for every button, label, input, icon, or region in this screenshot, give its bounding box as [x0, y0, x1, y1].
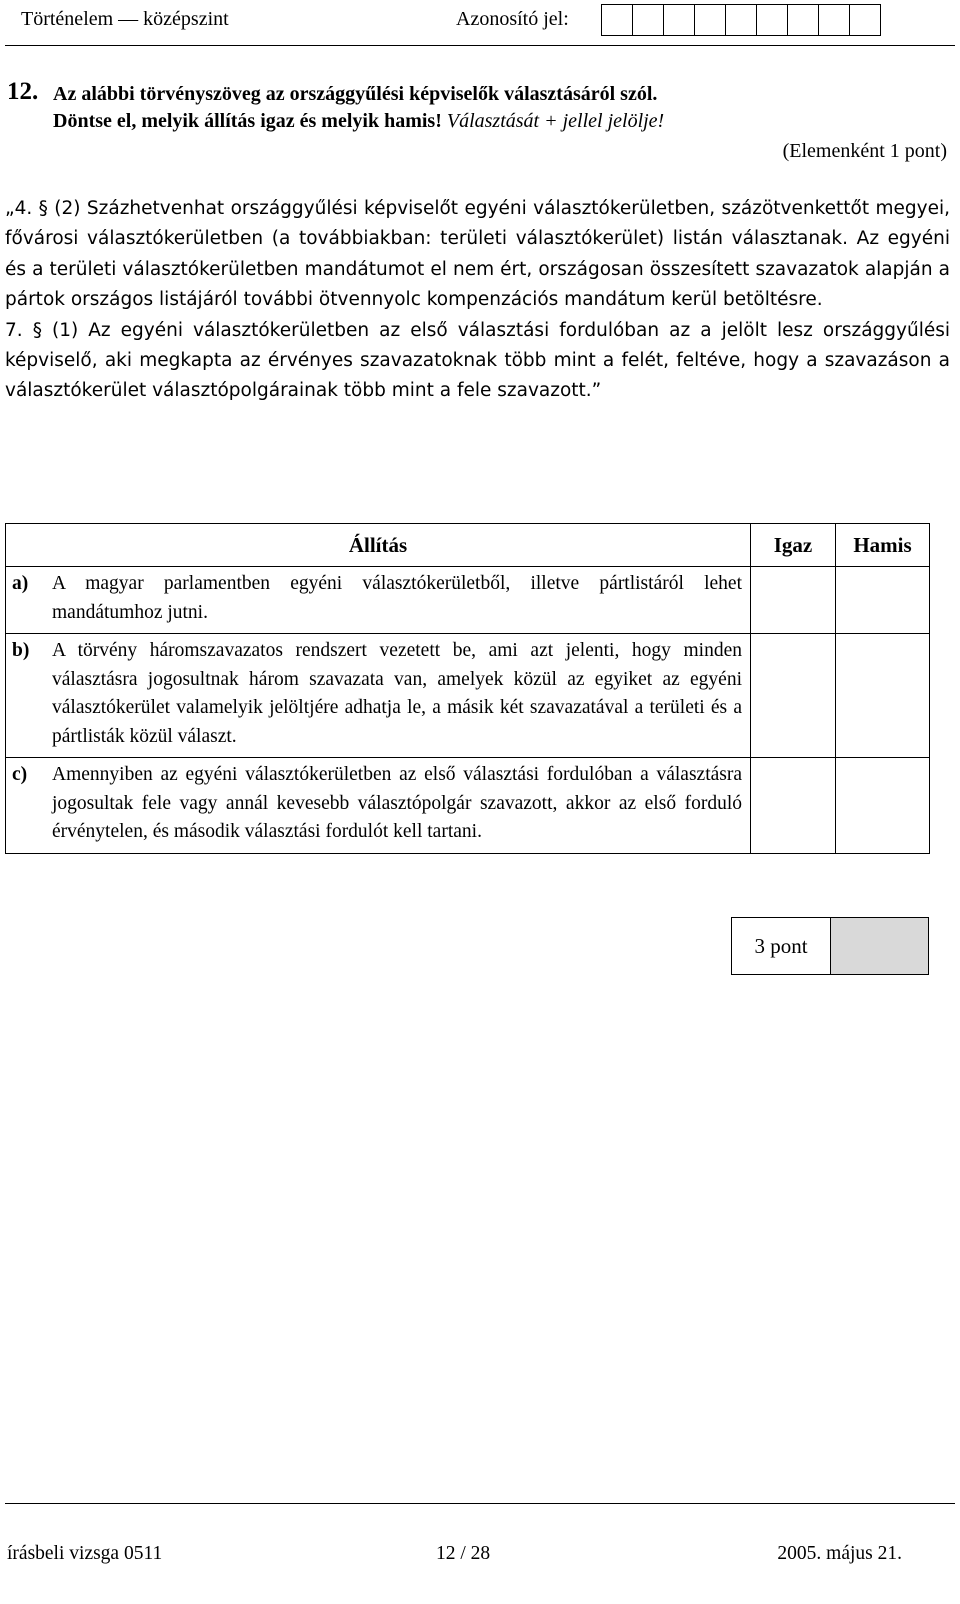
id-box[interactable]: [756, 4, 788, 36]
statement-text: Amennyiben az egyéni választókerületben az első választási fordulóban a választásra jogosultak fele vagy annál kevesebb választópolgár szavazott, akkor az első forduló érvénytelen, és második választási fordulót kell tartani.: [52, 764, 742, 842]
table-row: [6, 634, 930, 758]
statement-letter: c): [12, 764, 28, 785]
statement-cell: [6, 634, 751, 758]
footer-page-number: 12 / 28: [436, 1543, 491, 1564]
col-true-header: Igaz: [751, 524, 836, 567]
footer-exam-code: írásbeli vizsga 0511: [7, 1543, 163, 1564]
id-box[interactable]: [663, 4, 695, 36]
law-excerpt: [5, 194, 950, 407]
answer-true-cell[interactable]: [751, 758, 836, 854]
statement-text: A törvény háromszavazatos rendszert vezetett be, ami azt jelenti, hogy minden választásra jogosultnak három szavazata van, amelyek közül az egyiket az egyéni választókerület valamelyik jelöltjére adhatja le, a másik két szavazatával a területi és a pártlisták közül választ.: [52, 640, 742, 747]
task-instruction-line1: Az alábbi törvényszöveg az országgyűlési képviselők választásáról szól.: [53, 83, 658, 105]
task-instruction-bold: Döntse el, melyik állítás igaz és melyik hamis!: [53, 110, 442, 132]
law-paragraph-2: 7. § (1) Az egyéni választókerületben az első választási fordulóban az a jelölt lesz országgyűlési képviselő, aki megkapta az érvényes szavazatoknak több mint a felét, feltéve, hogy a szavazáson a választókerület választópolgárainak több mint a fele szavazott.”: [5, 319, 950, 402]
footer-divider: [5, 1503, 955, 1504]
task-score-note: (Elemenként 1 pont): [782, 140, 947, 162]
id-box[interactable]: [818, 4, 850, 36]
footer-date: 2005. május 21.: [777, 1543, 902, 1564]
statement-cell: [6, 758, 751, 854]
id-box[interactable]: [849, 4, 881, 36]
task-number: 12.: [7, 78, 39, 105]
id-box[interactable]: [632, 4, 664, 36]
table-row: [6, 567, 930, 634]
task-instruction-italic: Választását + jellel jelölje!: [441, 110, 665, 132]
header-subject: Történelem — középszint: [21, 8, 229, 30]
answer-false-cell[interactable]: [836, 567, 930, 634]
score-entry-field[interactable]: [831, 917, 929, 975]
score-label: 3 pont: [731, 917, 831, 975]
id-box[interactable]: [787, 4, 819, 36]
statement-text: A magyar parlamentben egyéni választókerületből, illetve pártlistáról lehet mandátumhoz jutni.: [52, 573, 742, 623]
id-label: Azonosító jel:: [456, 8, 569, 30]
header-divider: [5, 45, 955, 46]
statement-letter: b): [12, 640, 30, 661]
answer-true-cell[interactable]: [751, 634, 836, 758]
id-box[interactable]: [694, 4, 726, 36]
statement-letter: a): [12, 573, 29, 594]
table-header-row: [6, 524, 930, 567]
law-paragraph-1: „4. § (2) Százhetvenhat országgyűlési képviselőt egyéni választókerületben, százötvenkettőt megyei, fővárosi választókerületben (a továbbiakban: területi választókerület) listán választanak. Az egyéni és a területi választókerületben mandátumot el nem ért, országosan összesített szavazatok alapján a pártok országos listájáról további ötvennyolc kompenzációs mandátum kerül betöltésre.: [5, 198, 950, 311]
statements-table: [5, 523, 930, 854]
task-instruction-line2: [53, 110, 664, 133]
id-boxes: [602, 4, 881, 36]
table-row: [6, 758, 930, 854]
col-false-header: Hamis: [836, 524, 930, 567]
answer-false-cell[interactable]: [836, 634, 930, 758]
answer-false-cell[interactable]: [836, 758, 930, 854]
col-statement-header: Állítás: [6, 524, 751, 567]
id-box[interactable]: [601, 4, 633, 36]
score-box: [731, 917, 929, 975]
statement-cell: [6, 567, 751, 634]
answer-true-cell[interactable]: [751, 567, 836, 634]
id-box[interactable]: [725, 4, 757, 36]
